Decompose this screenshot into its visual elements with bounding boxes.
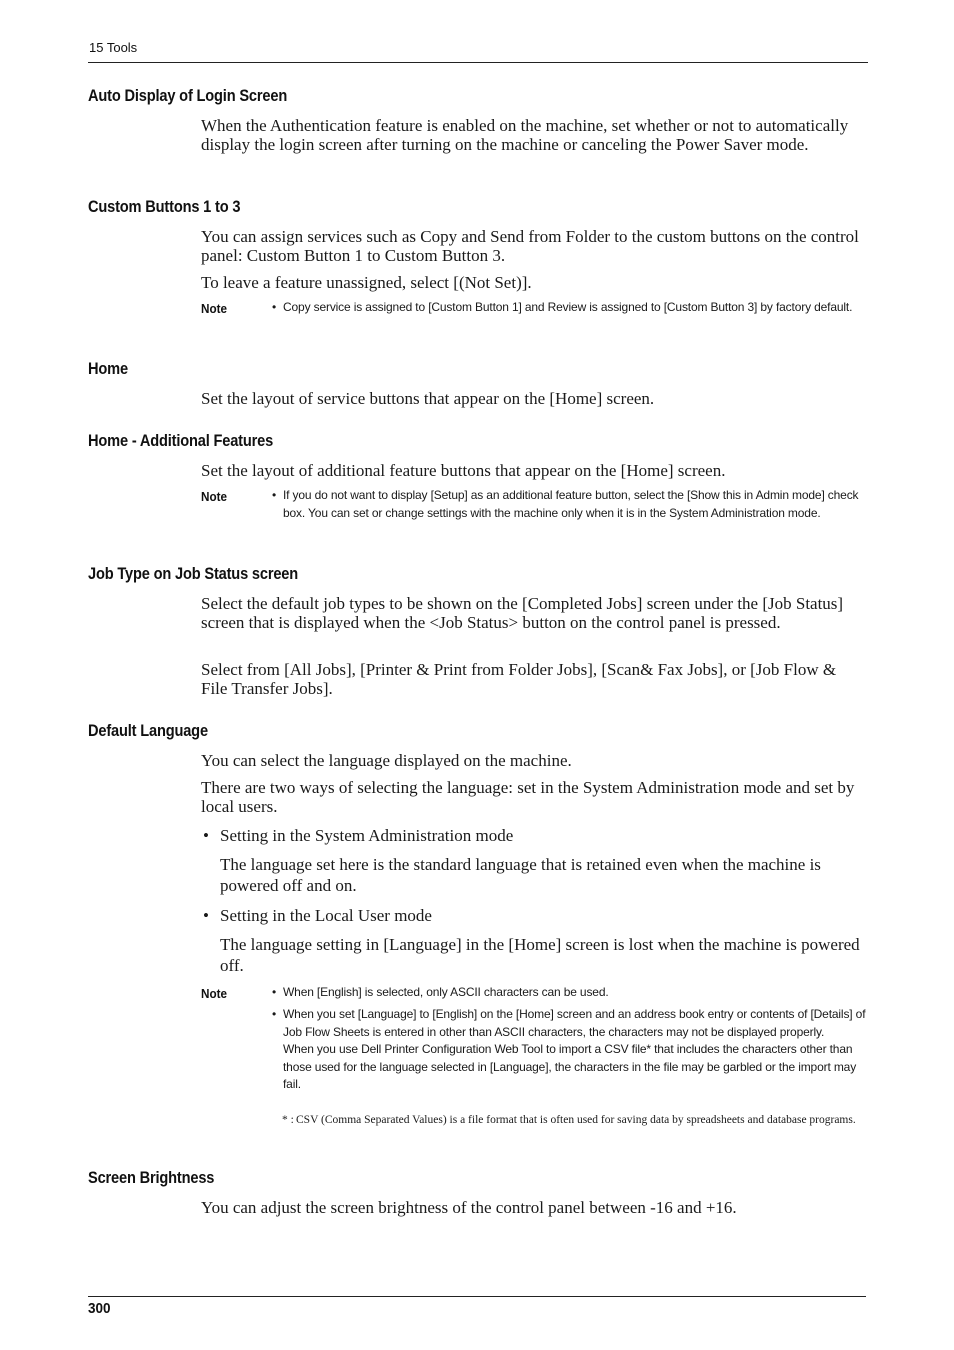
auto-display-paragraph: When the Authentication feature is enabled on the machine, set whether or not to automatically display the login screen after turning on the machine or canceling the Power Saver mode.: [201, 116, 849, 154]
note-text: When [English] is selected, only ASCII characters can be used.: [283, 985, 609, 999]
list-item-description: The language setting in [Language] in the [Home] screen is lost when the machine is powered off.: [220, 935, 860, 975]
note-item: [272, 1006, 868, 1094]
default-language-ways-paragraph: There are two ways of selecting the language: set in the System Administration mode and set by local users.: [201, 778, 855, 816]
footnote-marker: * :: [282, 1114, 294, 1126]
bullet-marker: •: [272, 300, 277, 314]
note-item: [272, 299, 868, 317]
custom-buttons-paragraph: You can assign services such as Copy and Send from Folder to the custom buttons on the control panel: Custom Button 1 to Custom Button 3.: [201, 227, 859, 265]
default-language-paragraph: You can select the language displayed on the machine.: [201, 751, 572, 770]
footnote-text: CSV (Comma Separated Values) is a file format that is often used for saving data by spreadsheets and database programs.: [296, 1114, 856, 1126]
heading-default-language: Default Language: [88, 721, 208, 740]
custom-buttons-unassigned-paragraph: To leave a feature unassigned, select [(Not Set)].: [201, 273, 532, 292]
list-item-description: The language set here is the standard language that is retained even when the machine is powered off and on.: [220, 855, 821, 895]
note-label: Note: [201, 301, 228, 316]
note-text: If you do not want to display [Setup] as an additional feature button, select the [Show this in Admin mode] check box. You can set or change settings with the machine only when it is in the System Administration mode.: [283, 488, 859, 520]
running-header: 15 Tools: [89, 40, 138, 55]
bullet-marker: •: [272, 985, 277, 999]
footer-rule: [88, 1296, 866, 1297]
heading-screen-brightness: Screen Brightness: [88, 1168, 215, 1187]
note-text: Copy service is assigned to [Custom Button 1] and Review is assigned to [Custom Button 3] by factory default.: [283, 300, 853, 314]
bullet-marker: •: [203, 826, 209, 845]
list-item-label: Setting in the Local User mode: [220, 906, 432, 925]
note-item: [272, 984, 868, 1002]
note-label: Note: [201, 489, 228, 504]
note-text-continued: When you use Dell Printer Configuration Web Tool to import a CSV file* that includes the characters other than those used for the language selected in [Language], the characters in the file may be garbled or the import may fail.: [283, 1042, 857, 1091]
heading-auto-display-login: Auto Display of Login Screen: [88, 86, 288, 105]
home-paragraph: Set the layout of service buttons that appear on the [Home] screen.: [201, 389, 655, 408]
bullet-marker: •: [272, 1007, 277, 1021]
page-number: 300: [88, 1300, 111, 1317]
job-type-paragraph: Select the default job types to be shown on the [Completed Jobs] screen under the [Job Status] screen that is displayed when the <Job Status> button on the control panel is pressed.: [201, 594, 844, 632]
job-type-options-paragraph: Select from [All Jobs], [Printer & Print from Folder Jobs], [Scan& Fax Jobs], or [Job Flow & File Transfer Jobs].: [201, 660, 837, 698]
bullet-marker: •: [272, 488, 277, 502]
note-text: When you set [Language] to [English] on the [Home] screen and an address book entry or contents of [Details] of Job Flow Sheets is entered in other than ASCII characters, the characters may not be displayed properly.: [283, 1007, 866, 1039]
home-additional-paragraph: Set the layout of additional feature buttons that appear on the [Home] screen.: [201, 461, 726, 480]
screen-brightness-paragraph: You can adjust the screen brightness of the control panel between -16 and +16.: [201, 1198, 737, 1217]
heading-home: Home: [88, 359, 128, 378]
header-rule: [88, 62, 868, 63]
heading-custom-buttons: Custom Buttons 1 to 3: [88, 197, 241, 216]
heading-job-type: Job Type on Job Status screen: [88, 564, 299, 583]
heading-home-additional: Home - Additional Features: [88, 431, 274, 450]
note-label: Note: [201, 986, 228, 1001]
note-item: [272, 487, 868, 522]
list-item-label: Setting in the System Administration mode: [220, 826, 514, 845]
footnote: [282, 1112, 862, 1128]
bullet-marker: •: [203, 906, 209, 925]
